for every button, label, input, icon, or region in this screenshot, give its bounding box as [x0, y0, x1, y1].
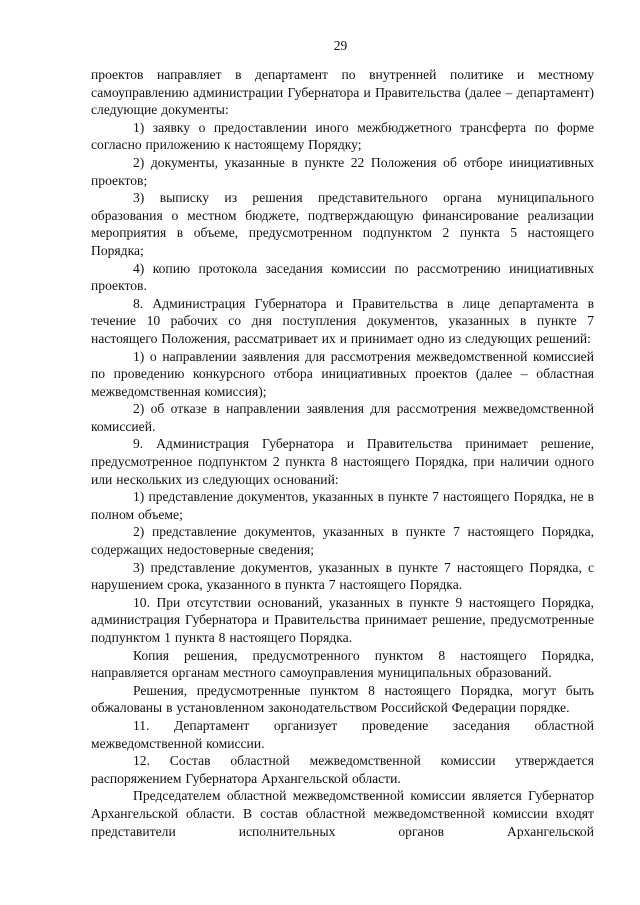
- paragraph-intro: проектов направляет в департамент по внутренней политике и местному самоуправлению администрации Губернатора и Правительства (далее – департамент) следующие документы:: [91, 67, 594, 118]
- clause-12: 12. Состав областной межведомственной комиссии утверждается распоряжением Губернатора Архангельской области.: [91, 753, 594, 786]
- clause-8: 8. Администрация Губернатора и Правительства в лице департамента в течение 10 рабочих со дня поступления документов, указанных в пункте 7 настоящего Положения, рассматривает их и принимает одно из следующих решений:: [91, 295, 594, 346]
- list-item-7-2: 2) документы, указанные в пункте 22 Положения об отборе инициативных проектов;: [91, 154, 594, 188]
- paragraph-decision-copy: Копия решения, предусмотренного пунктом 8 настоящего Порядка, направляется органам местного самоуправления муниципальных образований.: [91, 647, 594, 681]
- clause-9: 9. Администрация Губернатора и Правительства принимает решение, предусмотренное подпунктом 2 пункта 8 настоящего Порядка, при наличии одного или нескольких из следующих оснований:: [91, 436, 594, 487]
- list-item-7-1: 1) заявку о предоставлении иного межбюджетного трансферта по форме согласно приложению к настоящему Порядку;: [91, 119, 594, 153]
- list-item-7-3: 3) выписку из решения представительного органа муниципального образования о местном бюджете, подтверждающую финансирование реализации мероприятия в объеме, предусмотренном подпунктом 2 пункта 5 настоящего Порядка;: [91, 190, 594, 258]
- page-number: 29: [333, 38, 348, 53]
- paragraph-appeal: Решения, предусмотренные пунктом 8 настоящего Порядка, могут быть обжалованы в установленном законодательством Российской Федерации порядке.: [91, 682, 594, 716]
- list-item-9-2: 2) представление документов, указанных в пункте 7 настоящего Порядка, содержащих недостоверные сведения;: [91, 524, 594, 558]
- clause-11: 11. Департамент организует проведение заседания областной межведомственной комиссии.: [91, 717, 594, 751]
- list-item-9-3: 3) представление документов, указанных в пункте 7 настоящего Порядка, с нарушением срока, указанного в пункта 7 настоящего Порядка.: [91, 559, 594, 593]
- paragraph-chairman: Председателем областной межведомственной комиссии является Губернатор Архангельской области. В состав областной межведомственной комиссии входят представители исполнительных органов Архангельской: [91, 788, 594, 839]
- list-item-9-1: 1) представление документов, указанных в пункте 7 настоящего Порядка, не в полном объеме;: [91, 489, 594, 522]
- list-item-8-1: 1) о направлении заявления для рассмотрения межведомственной комиссией по проведению конкурсного отбора инициативных проектов (далее – областная межведомственная комиссия);: [91, 348, 594, 399]
- clause-10: 10. При отсутствии оснований, указанных в пункте 9 настоящего Порядка, администрация Губернатора и Правительства принимает решение, предусмотренные подпунктом 1 пункта 8 настоящего Порядка.: [91, 594, 594, 645]
- list-item-8-2: 2) об отказе в направлении заявления для рассмотрения межведомственной комиссией.: [91, 401, 594, 434]
- list-item-7-4: 4) копию протокола заседания комиссии по рассмотрению инициативных проектов.: [91, 260, 594, 294]
